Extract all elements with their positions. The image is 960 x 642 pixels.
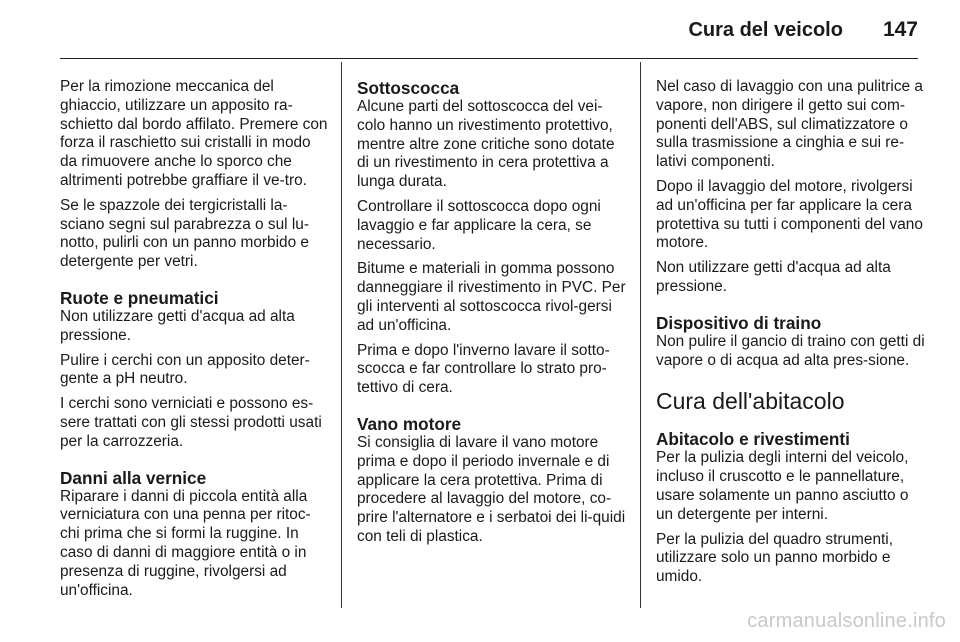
section-heading-vano-motore: Vano motore xyxy=(357,413,462,434)
paragraph: Per la pulizia degli interni del veicolo, incluso il cruscotto e le pannellature, usare solamente un panno asciutto o un detergente per interni. xyxy=(656,449,909,523)
page-title: Cura del veicolo xyxy=(688,18,843,41)
column-divider-2 xyxy=(640,62,641,608)
paragraph: Prima e dopo l'inverno lavare il sotto-scocca e far controllare lo strato pro-tettivo di cera. xyxy=(357,341,610,397)
paragraph: Dopo il lavaggio del motore, rivolgersi ad un'officina per far applicare la cera protettiva su tutti i componenti del vano motore. xyxy=(656,177,923,252)
section-heading-traino: Dispositivo di traino xyxy=(656,312,822,333)
paragraph: Si consiglia di lavare il vano motore prima e dopo il periodo invernale e di applicare la cera protettiva. Prima di procedere al lavaggio del motore, co-prire l'alternatore e i serbatoi dei li-quidi con teli di plastica. xyxy=(357,433,626,545)
paragraph: Non pulire il gancio di traino con getti di vapore o di acqua ad alta pres-sione. xyxy=(656,332,925,369)
section-heading-sottoscocca: Sottoscocca xyxy=(357,78,460,98)
paragraph: Alcune parti del sottoscocca del vei-colo hanno un rivestimento protettivo, mentre altre zone critiche sono dotate di un rivestimento in cera protettiva a lunga durata. xyxy=(357,98,615,191)
paragraph: Non utilizzare getti d'acqua ad alta pressione. xyxy=(656,259,891,295)
section-heading-rivestimenti: Abitacolo e rivestimenti xyxy=(656,429,850,450)
column-middle xyxy=(357,78,629,553)
paragraph: Non utilizzare getti d'acqua ad alta pressione. xyxy=(60,307,295,344)
paragraph: Nel caso di lavaggio con una pulitrice a vapore, non dirigere il getto sui com-ponenti dell'ABS, sul climatizzatore o sulla trasmissione a cinghia e sui re-lativi componenti. xyxy=(656,78,923,171)
header-rule xyxy=(60,58,918,59)
column-right xyxy=(656,78,926,593)
watermark: carmanualsonline.info xyxy=(747,610,946,632)
paragraph: Pulire i cerchi con un apposito deter-gente a pH neutro. xyxy=(60,351,310,388)
section-heading-ruote: Ruote e pneumatici xyxy=(60,287,219,308)
paragraph: Bitume e materiali in gomma possono danneggiare il rivestimento in PVC. Per gli interventi al sottoscocca rivol-gersi ad un'officina. xyxy=(357,260,626,334)
paragraph: Per la rimozione meccanica del ghiaccio, utilizzare un apposito ra-schietto dal bordo affilato. Premere con forza il raschietto sui cristalli in modo da rimuovere anche lo sporco che altrimenti potrebbe graffiare il ve-tro. xyxy=(60,78,328,189)
paragraph: Riparare i danni di piccola entità alla verniciatura con una penna per ritoc-chi prima che si formi la ruggine. In caso di danni di maggiore entità o in presenza di ruggine, rivolgersi ad un'officina. xyxy=(60,487,311,599)
column-left xyxy=(60,78,330,606)
paragraph: Se le spazzole dei tergicristalli la-sciano segni sul parabrezza o sul lu-notto, pulirli con un panno morbido e detergente per vetri. xyxy=(60,196,309,271)
page-number: 147 xyxy=(882,18,918,41)
chapter-heading-abitacolo: Cura dell'abitacolo xyxy=(656,388,845,415)
section-heading-danni: Danni alla vernice xyxy=(60,467,207,488)
paragraph: I cerchi sono verniciati e possono es-sere trattati con gli stessi prodotti usati per la carrozzeria. xyxy=(60,395,322,450)
paragraph: Per la pulizia del quadro strumenti, utilizzare solo un panno morbido e umido. xyxy=(656,530,893,586)
paragraph: Controllare il sottoscocca dopo ogni lavaggio e far applicare la cera, se necessario. xyxy=(357,197,601,253)
page-header xyxy=(0,12,918,48)
column-divider-1 xyxy=(341,62,342,608)
